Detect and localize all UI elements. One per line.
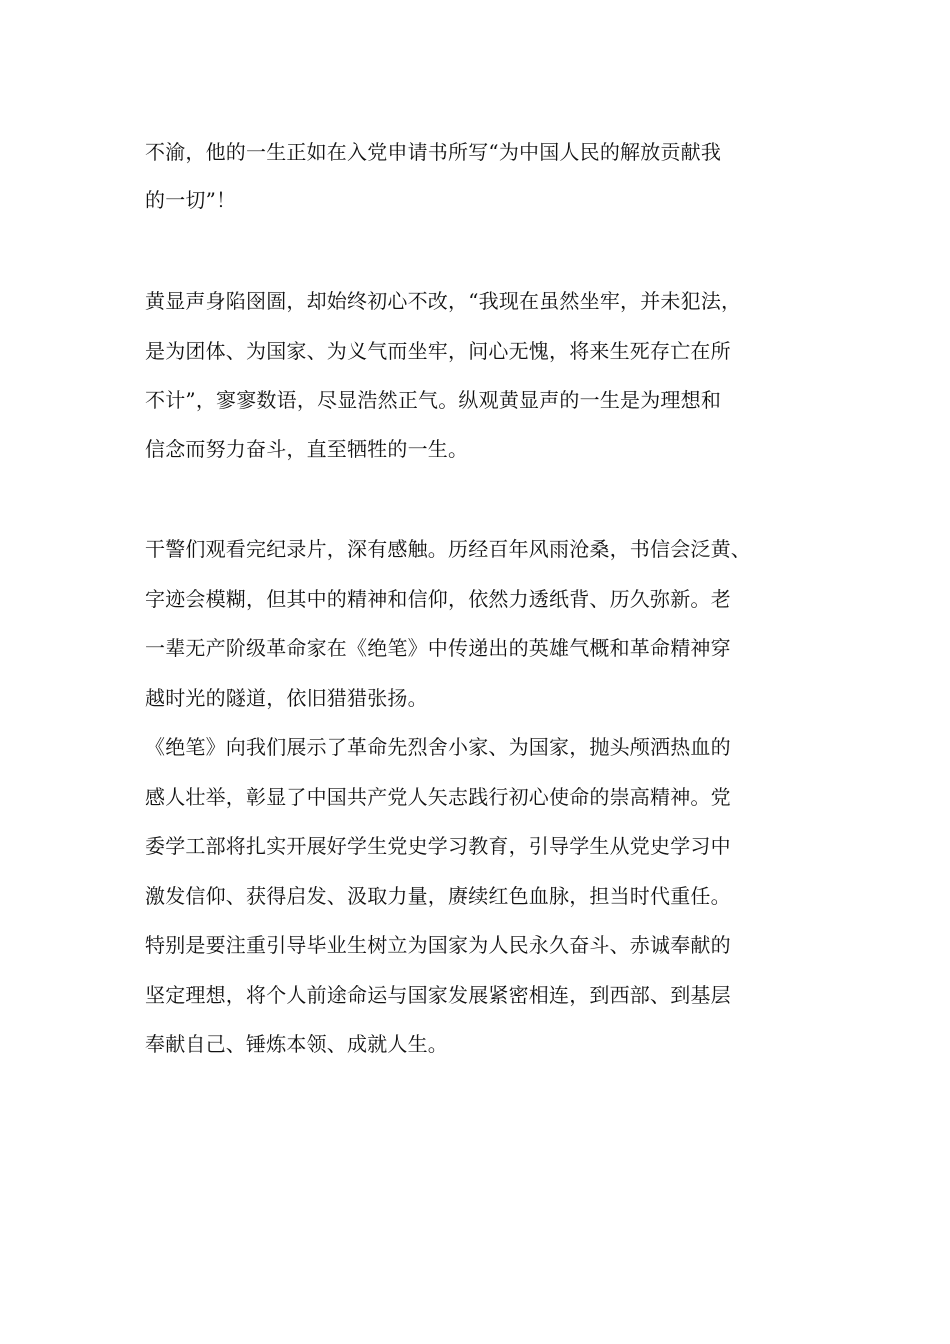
text-line: 感人壮举，彰显了中国共产党人矢志践行初心使命的崇高精神。党: [145, 785, 731, 809]
text-line: 一辈无产阶级革命家在《绝笔》中传递出的英雄气概和革命精神穿: [145, 636, 731, 660]
text-line: 字迹会模糊，但其中的精神和信仰，依然力透纸背、历久弥新。老: [145, 587, 731, 611]
text-line: 是为团体、为国家、为义气而坐牢，问心无愧，将来生死存亡在所: [145, 339, 731, 363]
text-line: 委学工部将扎实开展好学生党史学习教育，引导学生从党史学习中: [145, 834, 731, 858]
text-line: 越时光的隧道，依旧猎猎张扬。: [145, 686, 428, 710]
text-line: 干警们观看完纪录片，深有感触。历经百年风雨沧桑，书信会泛黄、: [145, 537, 751, 561]
text-line: 不渝，他的一生正如在入党申请书所写“为中国人民的解放贡献我: [145, 140, 722, 164]
text-line: 黄显声身陷囹圄，却始终初心不改，“我现在虽然坐牢，并未犯法，: [145, 289, 742, 313]
text-line: 不计”，寥寥数语，尽显浩然正气。纵观黄显声的一生是为理想和: [145, 388, 722, 412]
text-line: 奉献自己、锤炼本领、成就人生。: [145, 1032, 448, 1056]
text-line: 信念而努力奋斗，直至牺牲的一生。: [145, 437, 469, 461]
text-line: 的一切”！: [145, 188, 237, 212]
text-line: 《绝笔》向我们展示了革命先烈舍小家、为国家，抛头颅洒热血的: [145, 735, 731, 759]
text-line: 坚定理想，将个人前途命运与国家发展紧密相连，到西部、到基层: [145, 983, 731, 1007]
text-line: 激发信仰、获得启发、汲取力量，赓续红色血脉，担当时代重任。: [145, 884, 731, 908]
text-line: 特别是要注重引导毕业生树立为国家为人民永久奋斗、赤诚奉献的: [145, 933, 731, 957]
